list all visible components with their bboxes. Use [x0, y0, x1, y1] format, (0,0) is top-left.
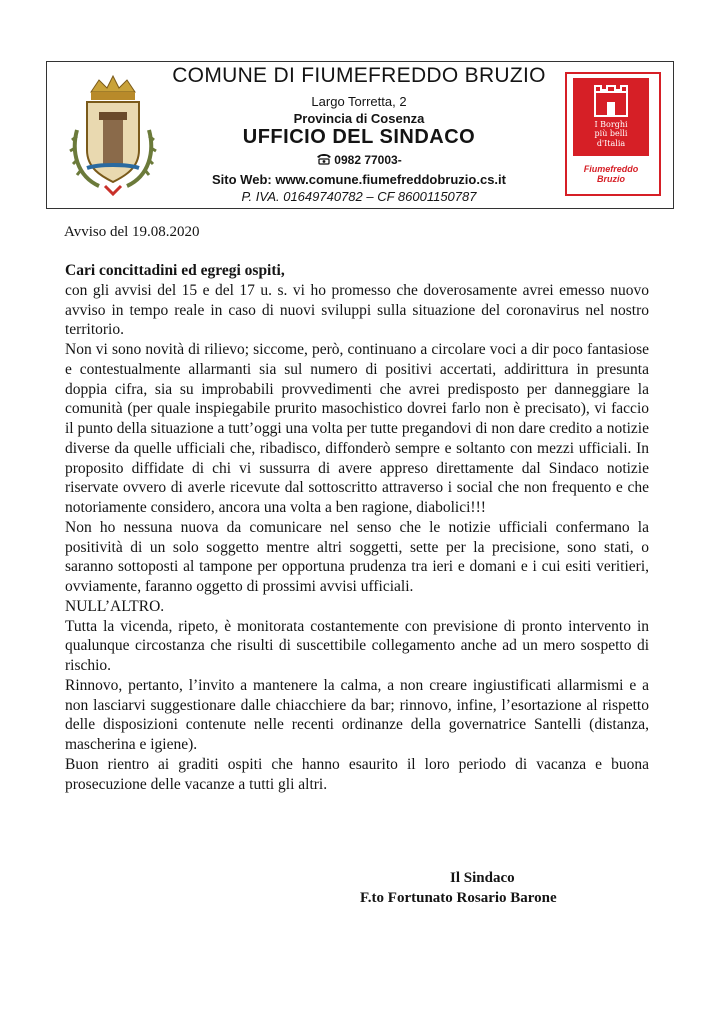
paragraph: NULL’ALTRO. — [65, 597, 165, 615]
badge-red-block — [573, 78, 649, 156]
paragraph: Non ho nessuna nuova da comunicare nel senso che le notizie ufficiali confermano la positività di un solo soggetto mentre altri soggetti, sette per la precisione, sono stati, o saranno sottoposti al tampone per opportuna prudenza tra ieri e domani e i cui esiti veritieri, ovviamente, faranno oggetto di prossimi avvisi ufficiali. — [65, 518, 649, 595]
office-title: UFFICIO DEL SINDACO — [242, 126, 476, 148]
badge-line2: più belli — [594, 129, 628, 138]
province: Provincia di Cosenza — [293, 111, 425, 126]
notice-body — [65, 261, 649, 794]
castle-icon — [573, 80, 649, 120]
badge-line1: I Borghi — [594, 120, 628, 129]
badge-town-line2: Bruzio — [597, 174, 625, 184]
address: Largo Torretta, 2 — [311, 94, 407, 109]
coat-of-arms-icon — [69, 72, 157, 198]
signature-name: F.to Fortunato Rosario Barone — [360, 890, 557, 906]
phone-line — [159, 153, 559, 167]
greeting: Cari concittadini ed egregi ospiti, — [65, 262, 285, 279]
notice-date: Avviso del 19.08.2020 — [64, 224, 200, 240]
signature-block — [360, 868, 640, 908]
signature-title: Il Sindaco — [450, 870, 515, 886]
borghi-badge — [565, 72, 661, 196]
telephone-icon — [316, 153, 332, 165]
letterhead — [46, 61, 674, 209]
phone-number: 0982 77003- — [334, 153, 402, 167]
paragraph: Rinnovo, pertanto, l’invito a mantenere la calma, a non creare ingiustificati allarmismi e a non lasciarvi suggestionare dalle chiacchiere da bar; rinnovo, infine, l’esortazione al rispetto delle disposizioni contenute nelle recenti ordinanze della governatrice Santelli (distanza, mascherina e igiene). — [65, 676, 649, 753]
paragraph: Non vi sono novità di rilievo; siccome, però, continuano a circolare voci a dir poco fantasiose e contestualmente allarmanti sia sul numero di positivi accertati, addirittura in presunta doppia cifra, sia su improbabili provvedimenti che avrei predisposto per danneggiare la comunità (per quale inspiegabile prurito masochistico dovrei farlo non è precisato), vi faccio il punto della situazione a tutt’oggi una volta per tutte pregandovi di non dare credito a notizie diverse da quelle ufficiali che, ribadisco, diffonderò sempre e soltanto con mezzi ufficiali. In proposito diffidate di chi vi sussurra di avere appreso direttamente dal Sindaco notizie riservate ovvero di averle ricevute dal sottoscritto attraverso i social che non frequento e che notoriamente considero, ancora una volta a ben ragione, diabolici!!! — [65, 341, 649, 516]
website: Sito Web: www.comune.fiumefreddobruzio.cs.it — [212, 172, 506, 187]
paragraph: Buon rientro ai graditi ospiti che hanno esaurito il loro periodo di vacanza e buona prosecuzione delle vacanze a tutti gli altri. — [65, 755, 649, 793]
badge-town-line1: Fiumefreddo — [583, 164, 639, 174]
badge-line3: d'Italia — [596, 139, 626, 148]
badge-town — [565, 164, 657, 184]
paragraph: Tutta la vicenda, ripeto, è monitorata costantemente con previsione di pronto intervento in qualunque circostanza che risulti di suscettibile collegamento anche ad un mero sospetto di rischio. — [65, 617, 649, 674]
vat-cf: P. IVA. 01649740782 – CF 86001150787 — [241, 189, 477, 204]
paragraph: con gli avvisi del 15 e del 17 u. s. vi ho promesso che doverosamente avrei emesso nuovo avviso in tempo reale in caso di nuovi sviluppi sulla situazione del coronavirus nel nostro territorio. — [65, 281, 649, 339]
municipality-title: COMUNE DI FIUMEFREDDO BRUZIO — [172, 64, 546, 87]
